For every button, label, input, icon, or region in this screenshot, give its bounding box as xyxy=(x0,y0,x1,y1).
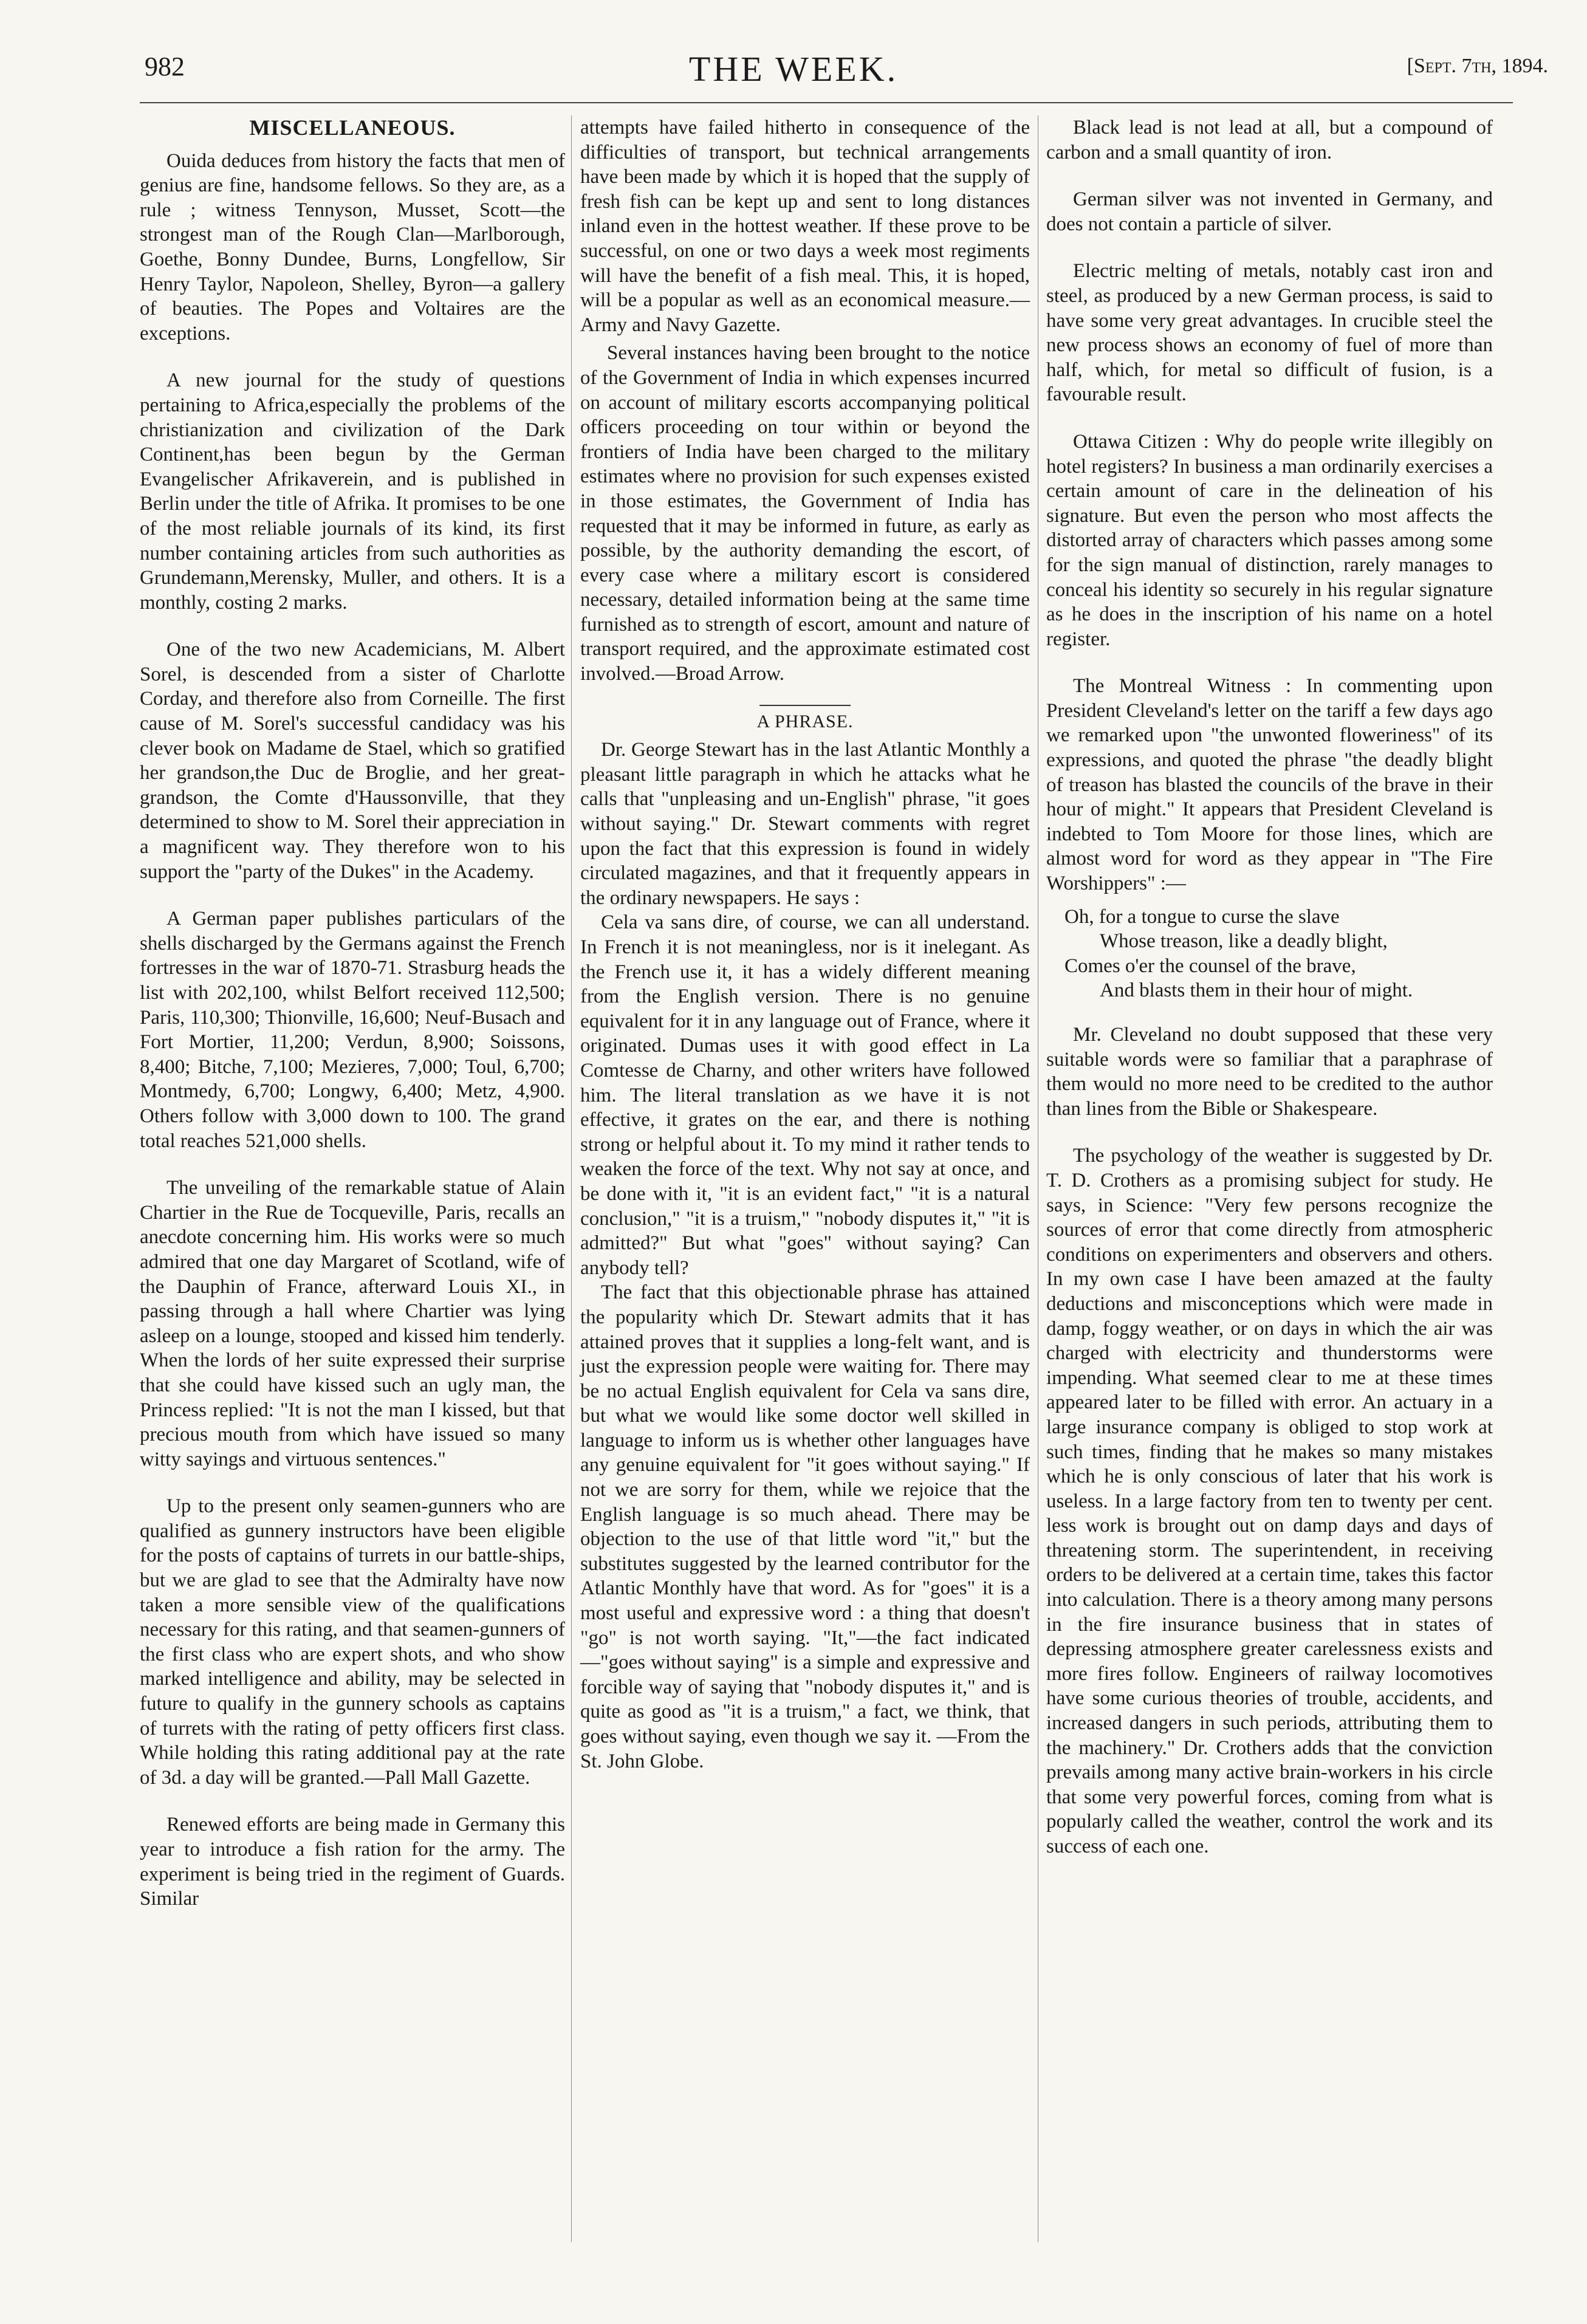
article-paragraph: Several instances having been brought to the notice of the Government of India in which expenses incurred on account of military escorts accompanying political officers proceeding on tour within or beyond the frontiers of India have been charged to the military estimates where no provision for such expenses existed in those estimates, the Government of India has requested that it may be informed in future, as early as possible, by the authority demanding the escort, of every case where a military escort is considered necessary, detailed information being at the same time furnished as to strength of escort, amount and nature of transport required, and the approximate estimated cost involved.—Broad Arrow. xyxy=(580,342,1030,685)
article-paragraph: The psychology of the weather is suggested by Dr. T. D. Crothers as a promising subject for study. He says, in Science: "Very few persons recognize the sources of error that come directly from atmospheric conditions on experimenters and observers and others. In my own case I have been amazed at the faulty deductions and misconceptions which were made in damp, foggy weather, or on days in which the air was charged with electricity and thunderstorms were impending. What seemed clear to me at these times appeared later to be filled with error. An actuary in a large insurance company is obliged to stop work at such times, finding that he makes so many mistakes which he is only conscious of later that his work is useless. In a large factory from ten to twenty per cent. less work is brought out on damp days and days of threatening storm. The superintendent, in receiving orders to be delivered at a certain time, takes this factor into calculation. There is a theory among many persons in the fire insurance business that in states of depressing atmosphere greater carelessness exists and more fires follow. Engineers of railway locomotives have some curious theories of trouble, accidents, and increased dangers in such periods, attributing them to the machinery." Dr. Crothers adds that the conviction prevails among many active brain-workers in his circle that some very powerful forces, coming from what is popularly called the weather, control the work and its success of each one. xyxy=(1046,1145,1493,1857)
poem-line: Comes o'er the counsel of the brave, xyxy=(1064,955,1356,977)
article-paragraph: The fact that this objectionable phrase has attained the popularity which Dr. Stewart admits that it has attained proves that it supplies a long-felt want, and is just the expression people were waiting for. There may be no actual English equivalent for Cela va sans dire, but what we would like some doctor well skilled in language to inform us is whether other languages have any genuine equivalent for "it goes without saying." If not we are sorry for them, while we rejoice that the English language is so much ahead. There may be objection to the use of that little word "it," but the substitutes suggested by the learned contributor for the Atlantic Monthly have that word. As for "goes" it is a most useful and expressive word : a thing that doesn't "go" is not worth saying. "It,"—the fact indicated—"goes without saying" is a simple and expressive and forcible way of saying that "nobody disputes it," and is quite as good as "it is a truism," a fact, we think, that goes without saying, even though we say it. —From the St. John Globe. xyxy=(580,1281,1030,1772)
article-paragraph: Dr. George Stewart has in the last Atlantic Monthly a pleasant little paragraph in which he attacks what he calls that "unpleasing and un-English" phrase, "it goes without saying." Dr. Stewart comments with regret upon the fact that this expression is found in widely circulated magazines, and that it frequently appears in the ordinary newspapers. He says : xyxy=(580,739,1030,909)
article-paragraph: Ouida deduces from history the facts that men of genius are fine, handsome fellows. So they are, as a rule ; witness Tennyson, Musset, Scott—the strongest man of the Rough Clan—Marlborough, Goethe, Bonny Dundee, Burns, Longfellow, Sir Henry Taylor, Napoleon, Shelley, Byron—a gallery of beauties. The Popes and Voltaires are the exceptions. xyxy=(140,149,565,344)
poem-line: Oh, for a tongue to curse the slave xyxy=(1064,905,1340,928)
article-paragraph: Up to the present only seamen-gunners who are qualified as gunnery instructors have been eligible for the posts of captains of turrets in our battle-ships, but we are glad to see that the Admiralty have now taken a more sensible view of the qualifications necessary for this rating, and that seamen-gunners of the first class who are expert shots, and who show marked intelligence and ability, may be selected in future to qualify in the gunnery schools as captains of turrets with the rating of petty officers first class. While holding this rating additional pay at the rate of 3d. a day will be granted.—Pall Mall Gazette. xyxy=(140,1495,565,1789)
article-subhead: A PHRASE. xyxy=(756,711,854,732)
article-paragraph: attempts have failed hitherto in consequence of the difficulties of transport, but technical arrangements have been made by which it is hoped that the supply of fresh fish can be kept up and sent to long distances inland even in the hottest weather. If these prove to be successful, on one or two days a week most regiments will have the benefit of a fish meal. This, it is hoped, will be a popular as well as an economical measure.—Army and Navy Gazette. xyxy=(580,117,1030,336)
article-paragraph: A new journal for the study of questions pertaining to Africa,especially the problems of the christianization and civilization of the Dark Continent,has been begun by the German Evangelischer Afrikaverein, and is published in Berlin under the title of Afrika. It promises to be one of the most reliable journals of its kind, its first number containing articles from such authorities as Grundemann,Merensky, Muller, and others. It is a monthly, costing 2 marks. xyxy=(140,369,565,614)
article-paragraph: German silver was not invented in Germany, and does not contain a particle of silver. xyxy=(1046,188,1493,235)
column-3 xyxy=(1046,115,1493,1859)
article-paragraph: Electric melting of metals, notably cast iron and steel, as produced by a new German process, is said to have some very great advantages. In crucible steel the new process shows an economy of fuel of more than half, which, for metal so difficult of fusion, is a favourable result. xyxy=(1046,260,1493,406)
poem-line: And blasts them in their hour of might. xyxy=(1100,979,1413,1002)
page-number: 982 xyxy=(145,52,185,81)
column-2 xyxy=(580,115,1030,1774)
column-divider xyxy=(571,115,572,2242)
issue-date: [Sept. 7th, 1894. xyxy=(1407,55,1548,77)
article-paragraph: Ottawa Citizen : Why do people write illegibly on hotel registers? In business a man ordinarily exercises a certain amount of care in the delineation of his signature. But even the person who most affects the distorted array of characters which passes among some for the sign manual of distinction, rarely manages to conceal his identity so securely in his regular signature as he does in the inscription of his name on a hotel register. xyxy=(1046,430,1493,650)
poem-line: Whose treason, like a deadly blight, xyxy=(1100,930,1388,953)
column-1 xyxy=(140,115,565,1911)
article-paragraph: Mr. Cleveland no doubt supposed that these very suitable words were so familiar that a paraphrase of them would no more need to be credited to the author than lines from the Bible or Shakespeare. xyxy=(1046,1024,1493,1120)
article-paragraph: Renewed efforts are being made in Germany this year to introduce a fish ration for the army. The experiment is being tried in the regiment of Guards. Similar xyxy=(140,1814,565,1910)
article-paragraph: Black lead is not lead at all, but a compound of carbon and a small quantity of iron. xyxy=(1046,117,1493,163)
section-rule xyxy=(759,705,851,706)
article-paragraph: The unveiling of the remarkable statue of Alain Chartier in the Rue de Tocqueville, Paris, recalls an anecdote concerning him. His works were so much admired that one day Margaret of Scotland, wife of the Dauphin of France, afterward Louis XI., in passing through a hall where Chartier was lying asleep on a lounge, stooped and kissed him tenderly. When the lords of her suite expressed their surprise that she could have kissed such an ugly man, the Princess replied: "It is not the man I kissed, but that precious mouth from which have issued so many witty sayings and virtuous sentences." xyxy=(140,1177,565,1470)
article-paragraph: One of the two new Academicians, M. Albert Sorel, is descended from a sister of Charlotte Corday, and therefore also from Corneille. The first cause of M. Sorel's successful candidacy was his clever book on Madame de Stael, which so gratified her grandson,the Duc de Broglie, and her great-grandson, the Comte d'Haussonville, that they determined to show to M. Sorel their appreciation in a magnificent way. They therefore won to his support the "party of the Dukes" in the Academy. xyxy=(140,639,565,883)
section-title: MISCELLANEOUS. xyxy=(249,115,456,140)
quoted-paragraph: Cela va sans dire, of course, we can all understand. In French it is not meaningless, nor is it inelegant. As the French use it, it has a widely different meaning from the English version. There is no genuine equivalent for it in any language out of France, where it originated. Dumas uses it with good effect in La Comtesse de Charny, and other writers have followed him. The literal translation as we have it is not effective, it grates on the ear, and there is nothing strong or helpful about it. To my mind it rather tends to weaken the force of the text. Why not say at once, and be done with it, "it is an evident fact," "it is a natural conclusion," "it is a truism," "nobody disputes it," "it is admitted?" But what "goes" without saying? Can anybody tell? xyxy=(580,911,1030,1279)
article-paragraph: The Montreal Witness : In commenting upon President Cleveland's letter on the tariff a few days ago we remarked upon "the unwonted floweriness" of its expressions, and quoted the phrase "the deadly blight of treason has blasted the councils of the brave in their hour of might." It appears that President Cleveland is indebted to Tom Moore for those lines, which are almost word for word as they appear in "The Fire Worshippers" :— xyxy=(1046,675,1493,895)
article-paragraph: A German paper publishes particulars of the shells discharged by the Germans against the French fortresses in the war of 1870-71. Strasburg heads the list with 202,100, whilst Belfort received 112,500; Paris, 110,300; Thionville, 16,600; Neuf-Busach and Fort Mortier, 11,200; Verdun, 8,900; Soissons, 8,400; Bitche, 7,100; Mezieres, 7,000; Toul, 6,700; Montmedy, 6,700; Longwy, 6,400; Metz, 4,900. Others follow with 3,000 down to 100. The grand total reaches 521,000 shells. xyxy=(140,908,565,1152)
publication-title: THE WEEK. xyxy=(688,49,899,89)
header-rule xyxy=(140,102,1513,103)
poem-quote xyxy=(1064,905,1493,1003)
page-header xyxy=(0,0,1587,122)
